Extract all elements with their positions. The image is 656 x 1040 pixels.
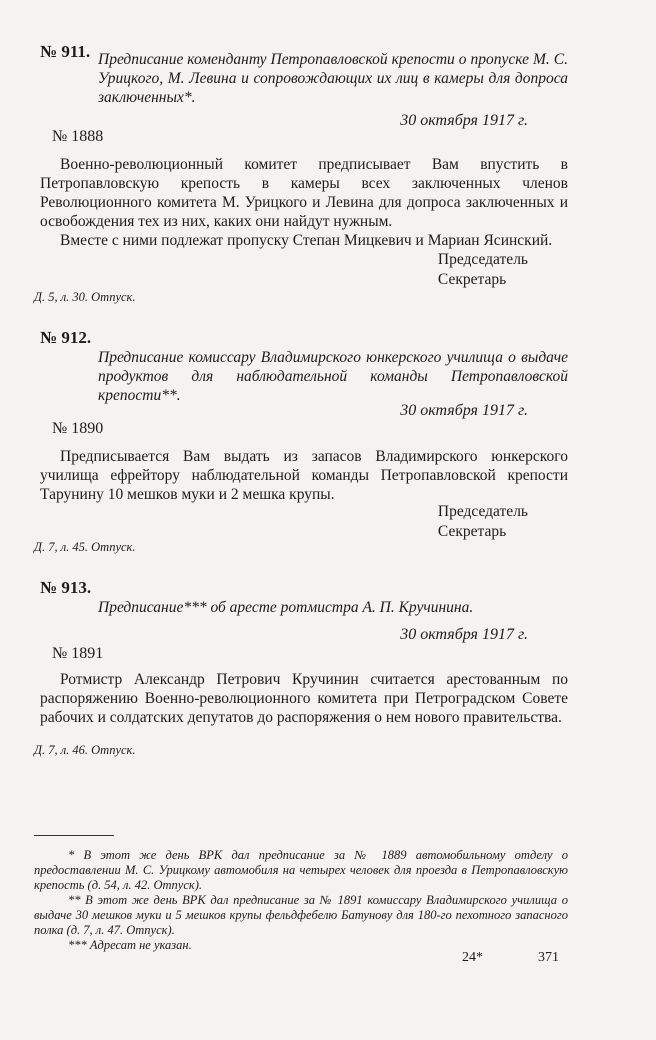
document-body: [40, 670, 568, 727]
registration-number: № 1891: [52, 645, 104, 662]
document-heading: Предписание*** об аресте ротмистра А. П. Кручинина.: [98, 599, 474, 616]
document-body: [40, 155, 568, 250]
document-number: № 911.: [40, 42, 91, 61]
document-number: № 912.: [40, 328, 92, 347]
footnotes: [34, 848, 568, 953]
document-number: № 913.: [40, 578, 92, 597]
document-heading: Предписание комиссару Владимирского юнкерского училища о выдаче продуктов для наблюдательной команды Петропавловской крепости**.: [98, 349, 568, 404]
page-number: 371: [538, 950, 559, 965]
archive-reference: Д. 7, л. 46. Отпуск.: [34, 743, 136, 757]
archive-reference: Д. 7, л. 45. Отпуск.: [34, 540, 136, 554]
body-paragraph: Предписывается Вам выдать из запасов Владимирского юнкерского училища ефрейтору наблюдательной команды Петропавловской крепости Тарунину 10 мешков муки и 2 мешка крупы.: [40, 448, 568, 503]
document-heading: Предписание коменданту Петропавловской крепости о пропуске М. С. Урицкого, М. Левина и сопровождающих их лиц в камеры для допроса заключенных*.: [98, 51, 568, 106]
registration-number: № 1890: [52, 420, 104, 437]
document-date: 30 октября 1917 г.: [400, 626, 528, 643]
signature-chairman: Председатель: [437, 503, 528, 520]
footnote-divider: [34, 835, 114, 836]
footnote: *** Адресат не указан.: [68, 938, 192, 952]
body-paragraph: Военно-революционный комитет предписывает Вам впустить в Петропавловскую крепость в камеры всех заключенных членов Революционного комитета М. Урицкого и Левина для допроса заключенных и освобождения тех из них, каких они найдут нужным.: [40, 156, 568, 230]
signature-mark: 24*: [462, 950, 483, 965]
body-paragraph: Вместе с ними подлежат пропуску Степан Мицкевич и Мариан Ясинский.: [60, 232, 553, 249]
body-paragraph: Ротмистр Александр Петрович Кручинин считается арестованным по распоряжению Военно-революционного комитета при Петроградском Совете рабочих и солдатских депутатов до распоряжения о нем нового правительства.: [40, 671, 568, 726]
document-date: 30 октября 1917 г.: [400, 402, 528, 419]
registration-number: № 1888: [52, 128, 104, 145]
archive-reference: Д. 5, л. 30. Отпуск.: [34, 290, 136, 304]
document-body: [40, 447, 568, 504]
signature-block: [438, 250, 528, 290]
document-date: 30 октября 1917 г.: [400, 112, 528, 129]
signature-secretary: Секретарь: [437, 523, 507, 540]
footnote: * В этот же день ВРК дал предписание за № 1889 автомобильному отделу о предоставлении М. С. Урицкому автомобиля на четырех человек для проезда в Петропавловскую крепость (д. 54, л. 42. Отпуск).: [34, 848, 568, 892]
signature-chairman: Председатель: [437, 251, 528, 268]
signature-secretary: Секретарь: [437, 271, 507, 288]
signature-block: [438, 502, 528, 542]
footnote: ** В этот же день ВРК дал предписание за № 1891 комиссару Владимирского училища о выдаче 30 мешков муки и 5 мешков крупы фельдфебелю Батунову для 180-го пехотного запасного полка (д. 7, л. 47. Отпуск).: [34, 893, 568, 937]
